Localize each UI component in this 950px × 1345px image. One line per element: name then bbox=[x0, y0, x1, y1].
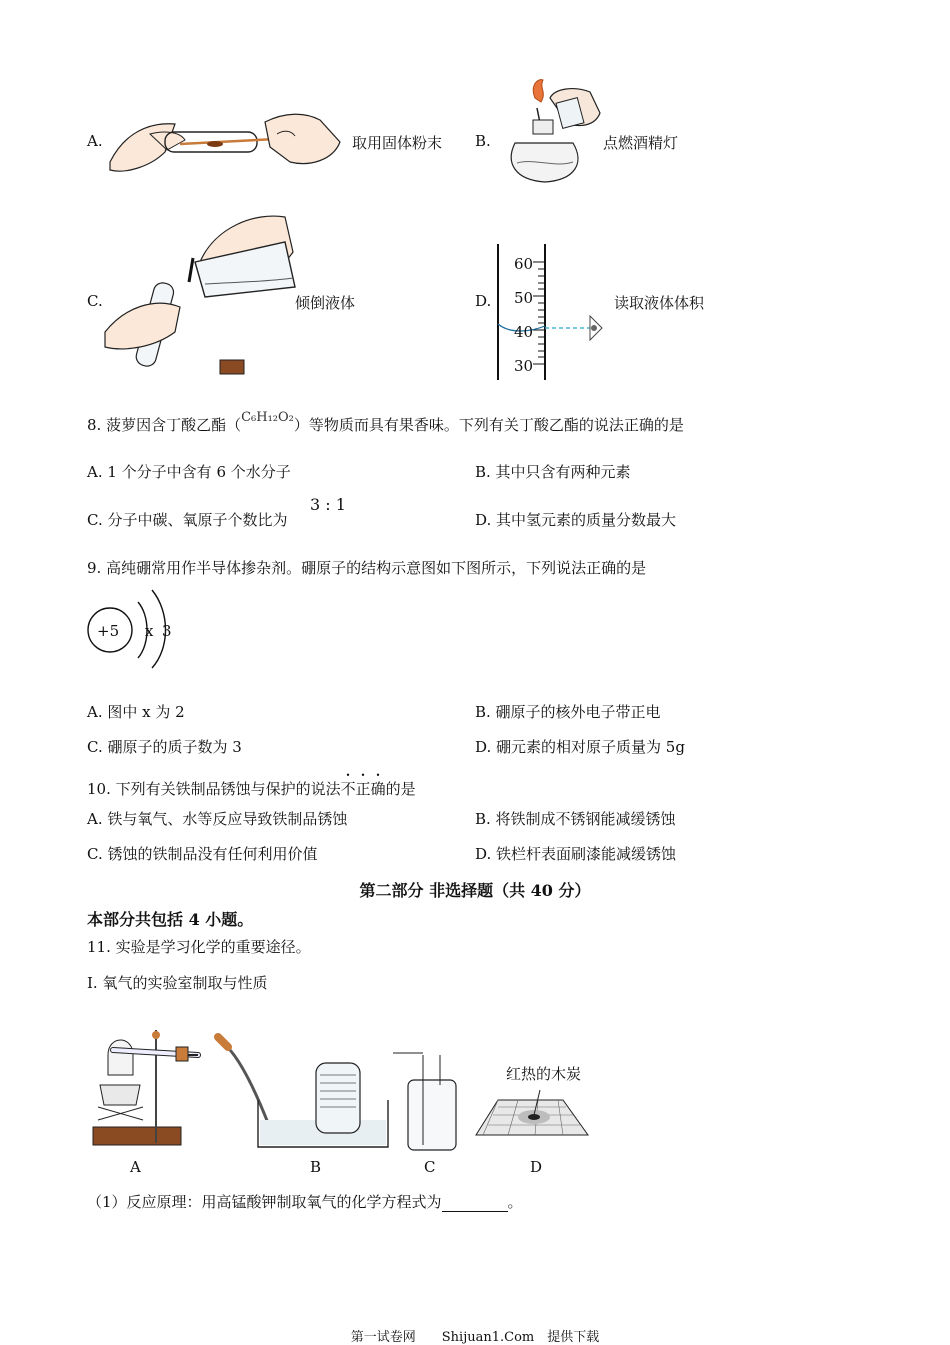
footer: 第一试卷网 Shijuan1.Com 提供下载 bbox=[350, 1330, 600, 1345]
q7-option-d-caption: 读取液体体积 bbox=[614, 294, 705, 312]
q8-option-c: C. 分子中碳、氧原子个数比为 bbox=[87, 511, 288, 529]
q8-stem bbox=[87, 410, 684, 435]
q10-option-c: C. 锈蚀的铁制品没有任何利用价值 bbox=[87, 845, 318, 863]
part2-title: 第二部分 非选择题（共 40 分） bbox=[359, 881, 591, 900]
q11-section-1: I. 氧气的实验室制取与性质 bbox=[87, 974, 268, 992]
graduated-cylinder-icon bbox=[490, 244, 620, 384]
charcoal-label: 红热的木炭 bbox=[506, 1065, 582, 1083]
q7-option-b-label: B. bbox=[475, 132, 491, 150]
q10-stem-post: 的是 bbox=[385, 780, 416, 798]
alcohol-lamp-icon bbox=[495, 78, 605, 188]
q9-option-b: B. 硼原子的核外电子带正电 bbox=[475, 703, 661, 721]
apparatus-label-c: C bbox=[424, 1158, 436, 1176]
q11-sub1 bbox=[87, 1191, 523, 1212]
q7-option-a-caption: 取用固体粉末 bbox=[352, 134, 443, 152]
oxygen-apparatus-diagram bbox=[88, 1025, 598, 1160]
q11-sub1-end: 。 bbox=[507, 1193, 523, 1211]
shell2-electrons: 3 bbox=[162, 622, 172, 640]
nucleus-charge: +5 bbox=[97, 622, 120, 640]
apparatus-label-d: D bbox=[530, 1158, 543, 1176]
q10-option-d: D. 铁栏杆表面刷漆能减缓锈蚀 bbox=[475, 845, 677, 863]
q10-stem bbox=[87, 771, 416, 799]
q10-stem-pre: 10. 下列有关铁制品锈蚀与保护的说法 bbox=[87, 780, 341, 798]
q8-stem-post: ）等物质而具有果香味。下列有关丁酸乙酯的说法正确的是 bbox=[293, 416, 684, 434]
q8-option-a: A. 1 个分子中含有 6 个水分子 bbox=[87, 463, 291, 481]
q10-option-b: B. 将铁制成不锈钢能减缓锈蚀 bbox=[475, 810, 676, 828]
apparatus-label-a: A bbox=[130, 1158, 141, 1176]
scale-40: 40 bbox=[514, 323, 534, 341]
apparatus-label-b: B bbox=[310, 1158, 322, 1176]
q7-option-b-caption: 点燃酒精灯 bbox=[603, 134, 679, 152]
q7-option-c-label: C. bbox=[87, 292, 103, 310]
q11-stem: 11. 实验是学习化学的重要途径。 bbox=[87, 938, 311, 956]
q9-stem: 9. 高纯硼常用作半导体掺杂剂。硼原子的结构示意图如下图所示，下列说法正确的是 bbox=[87, 559, 647, 577]
q7-option-c-caption: 倾倒液体 bbox=[295, 294, 356, 312]
q10-emphasis: 不正确 bbox=[340, 780, 386, 798]
scale-50: 50 bbox=[514, 289, 534, 307]
q11-sub1-text: （1）反应原理：用高锰酸钾制取氧气的化学方程式为 bbox=[87, 1193, 442, 1211]
q8-ratio: 3 : 1 bbox=[310, 495, 346, 514]
q9-option-c: C. 硼原子的质子数为 3 bbox=[87, 738, 242, 756]
q8-option-b: B. 其中只含有两种元素 bbox=[475, 463, 631, 481]
scale-30: 30 bbox=[514, 357, 534, 375]
q9-option-d: D. 硼元素的相对原子质量为 5g bbox=[475, 738, 685, 756]
hands-test-tube-icon bbox=[105, 112, 350, 182]
scale-60: 60 bbox=[514, 255, 534, 273]
q8-formula: C₆H₁₂O₂ bbox=[241, 410, 294, 425]
part2-intro: 本部分共包括 4 小题。 bbox=[87, 910, 254, 929]
pouring-liquid-icon bbox=[105, 212, 300, 382]
shell1-electrons: x bbox=[145, 622, 154, 640]
q7-option-d-label: D. bbox=[475, 292, 492, 310]
q7-option-a-label: A. bbox=[87, 132, 103, 150]
q8-stem-pre: 8. 菠萝因含丁酸乙酯（ bbox=[87, 416, 242, 434]
q10-option-a: A. 铁与氧气、水等反应导致铁制品锈蚀 bbox=[87, 810, 348, 828]
answer-blank[interactable] bbox=[442, 1197, 508, 1212]
q9-option-a: A. 图中 x 为 2 bbox=[87, 703, 185, 721]
q8-option-d: D. 其中氢元素的质量分数最大 bbox=[475, 511, 677, 529]
